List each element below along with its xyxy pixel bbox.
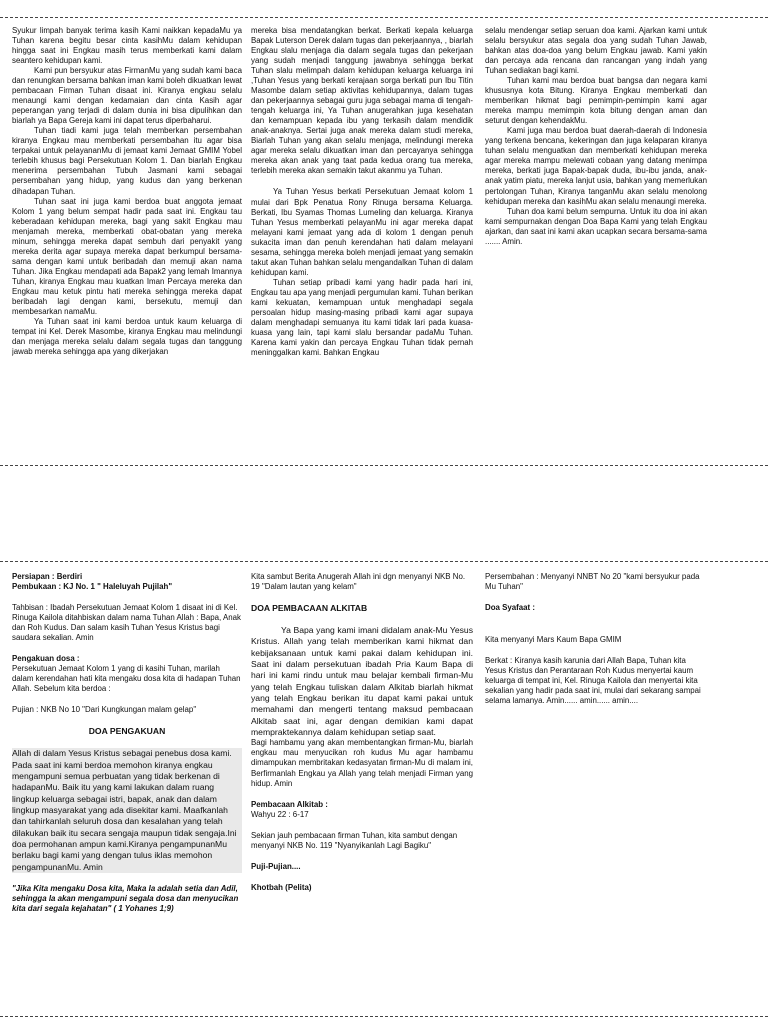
pujian-line: Pujian : NKB No 10 "Dari Kungkungan malam gelap" [12,705,197,715]
paragraph: Tuhan saat ini juga kami berdoa buat anggota jemaat Kolom 1 yang belum sempat hadir pada saat ini. Engkau tau keberadaan kehidupan mereka, bagi yang sakit Engkau mau menjamah mereka, memberkati obat-obatan yang mereka minum, sehingga mereka dapat sembuh dari penyakit yang mereka derita agar supaya mereka dapat berkumpul bersama-sama dengan kami untuk beribadah dan memuji akan nama Tuhan. Jika Engkau mendapati ada Bapak2 yang lemah Imannya Tuhan, kiranya Engkau mau kuatkan Iman Percaya mereka dan Engkau mau ketuk pintu hati mereka sehingga mereka dapat beribadah lagi dengan kami, bersekutu, memuji dan membesarkan namaMu. [12,196,242,316]
sekian-line: Sekian jauh pembacaan firman Tuhan, kita sambut dengan menyanyi NKB No. 119 "Nyanyikanlah Lagi Bagiku" [251,830,458,850]
paragraph: Syukur limpah banyak terima kasih Kami naikkan kepadaMu ya Tuhan karena begitu besar cinta kasihMu dalam kehidupan hingga saat ini Engkau masih terus memberkati kami dalam seantero kehidupan kami. [12,26,242,66]
paragraph: Tuhan doa kami belum sempurna. Untuk itu doa ini akan kami sempurnakan dengan Doa Bapa Kami yang telah Engkau ajarkan, dan saat ini kami akan ucapkan secara bersama-sama ....... Amin. [485,206,707,246]
doa-pembacaan-heading: DOA PEMBACAAN ALKITAB [251,603,368,614]
bottom-column-2 [251,572,473,1008]
bottom-column-3 [485,572,707,1008]
bottom-column-1 [12,572,242,1008]
mars-line: Kita menyanyi Mars Kaum Bapa GMIM [485,635,622,645]
paragraph: Kami pun bersyukur atas FirmanMu yang sudah kami baca dan renungkan bersama bahkan iman kami boleh dikuatkan lewat pembacaan Firman Tuhan disaat ini. Kiranya engkau selalu menaungi kami dengan kedamaian dan cinta Kasih agar peperangan yang terjadi di dalam dunia ini bisa dipulihkan dan biarlah ya Bapa Gereja kami ini dapat terus diperbaharui. [12,66,242,126]
intro-line: Kita sambut Berita Anugerah Allah ini dgn menyanyi NKB No. 19 "Dalam lautan yang kelam" [251,572,466,592]
tahbisan-text: Tahbisan : Ibadah Persekutuan Jemaat Kolom 1 disaat ini di Kel. Rinuga Kailola ditahbiskan dalam nama Tuhan Allah : Bapa, Anak dan Roh Kudus. Dan salam kasih Tuhan Yesus Kristus bagi saudara sekalian. Amin [12,603,241,643]
cut-line-lower [0,561,768,562]
top-column-3 [485,26,707,458]
paragraph: selalu mendengar setiap seruan doa kami. Ajarkan kami untuk selalu bersyukur atas segala doa yang sudah Tuhan Jawab, bahkan atas doa-doa yang belum Engkau jawab. Kami yakin dan percaya ada rencana dan rancangan yang indah yang Tuhan sediakan bagi kami. [485,26,707,76]
doa-pengakuan-text: Allah di dalam Yesus Kristus sebagai penebus dosa kami. Pada saat ini kami berdoa memohon kiranya engkau mengampuni semua perbuatan yang tidak berkenan di hadapanMu. Baik itu yang kami lakukan dalam ruang lingkup keluarga sebagai istri, bapak, anak dan dalam lingkup masyarakat yang ada disekitar kami. Maafkanlah dan tahirkanlah seluruh dosa dan kesalahan yang telah dilakukan baik itu secara sengaja maupun tidak sengaja.Ini doa permohanan ampun kami.Kiranya pengampunanMu berlaku bagi kami yang dengan tulus iklas memohon pengampunanMu. Amin [12,748,242,873]
cut-line-middle [0,465,768,466]
paragraph: Ya Tuhan saat ini kami berdoa untuk kaum keluarga di tempat ini Kel. Derek Masombe, kiranya Engkau mau melindungi dan menjaga mereka selalu dalam segala tugas dan tanggung jawab mereka sehingga apa yang dikerjakan [12,316,242,356]
doa-pembacaan-text-cont: Bagi hambamu yang akan membentangkan firman-Mu, biarlah engkau mau menyucikan roh kudus Mu agar hambamu dimampukan membritakan kedasyatan firman-Mu di malam ini, Berfirmanlah Engkau ya Allah yang telah menjadi Firman yang hidup. Amin [251,738,473,788]
pengakuan-label: Pengakuan dosa : [12,654,80,664]
persiapan-line: Persiapan : Berdiri [12,572,83,581]
doa-pengakuan-heading: DOA PENGAKUAN [88,726,166,737]
pembukaan-line: Pembukaan : KJ No. 1 " Haleluyah Pujilah" [12,582,173,592]
khotbah-line: Khotbah (Pelita) [251,882,312,892]
puji-pujian-line: Puji-Pujian.... [251,861,301,871]
top-column-1 [12,26,242,458]
pengakuan-text: Persekutuan Jemaat Kolom 1 yang di kasihi Tuhan, marilah dalam kerendahan hati kita mengaku dosa kita di hadapan Tuhan Allah. Sebelum kita berdoa : [12,664,241,694]
paragraph: Tuhan tiadi kami juga telah memberkan persembahan kiranya Engkau mau memberkati persembahan itu agar bisa terpakai untuk pelayananMu di jemaat kami Jemaat GMIM Yobel terlebih khusus bagi Persekutuan Kolom 1. Dan biarlah Engkau menerima persembahan Tubuh Jasmani kami sebagai persembahan yang hidup, yang kudus dan yang berkenan dihadapan Tuhan. [12,126,242,196]
paragraph: Ya Tuhan Yesus berkati Persekutuan Jemaat kolom 1 mulai dari Bpk Penatua Rony Rinuga bersama Keluarga. Berkati, Ibu Syamas Thomas Lumeling dan keluarga. Kiranya Tuhan Yesus memberkati pelayanMu ini agar mereka dapat melayani kami jemaat yang ada di kolom 1 dengan penuh sukacita iman dan penuh kerendahan hati dalam melayani sesama, sehingga mereka boleh menjadi jemaat yang semakin takut akan Tuhan bahkan selalu mengandalkan Tuhan di dalam kehidupan kami. [251,187,473,277]
pembacaan-label: Pembacaan Alkitab : [251,799,328,809]
paragraph: mereka bisa mendatangkan berkat. Berkati kepala keluarga Bapak Luterson Derek dalam tugas dan pekerjaannya, , biarlah Engkau slalu menjaga dia dalam segala tugas dan pekerjaan yang sudah menjadi tanggung jawabnya sehingga berkat Tuhan slalu melimpah dalam kehidupan keluarga keluarga ini ,Tuhan Yesus yang berkati kerajaan sorga berkati pun Ibu Titin Masombe dalam setiap aktivitas kehidupannya, dalam tugas dan pekerjaannya sebagai guru juga sebagai mama di tengah-tengah keluarga ini, Ya Tuhan anugerahkan juga kesehatan dan kemampuan kepada ibu yang terkasih dalam mendidik anak-anaknya. Sertai juga anak mereka dalam studi mereka, Biarlah Tuhan yang akan selalu menjaga, melindungi mereka agar mereka selalu dikuatkan iman dan percayanya sehingga mereka akan anak yang taat pada kedua orang tua mereka, terlebih mereka akan semakin takut akanmu ya Tuhan. [251,26,473,176]
scripture-quote: "Jika Kita mengaku Dosa kita, Maka Ia adalah setia dan Adil, sehingga Ia akan mengampuni segala dosa dan menyucikan kita dari segala kejahatan" ( 1 Yohanes 1;9) [12,884,239,914]
paragraph: Tuhan kami mau berdoa buat bangsa dan negara kami khususnya kota Bitung. Kiranya Engkau memberkati dan memberikan hikmat bagi pemimpin-pemimpin kami agar mereka mampu memimpin kota bitung dengan aman dan seturut dengan kehendakMu. [485,76,707,126]
doa-syafaat-label: Doa Syafaat : [485,603,535,613]
berkat-text: Berkat : Kiranya kasih karunia dari Allah Bapa, Tuhan kita Yesus Kristus dan Perantaraan Roh Kudus menyertai kaum keluarga di tempat ini, Kel. Rinuga Kailola dan menyertai kita sekalian yang hadir pada saat ini, mulai dari sekarang sampai selama lamanya. Amin...... amin...... amin.... [485,656,701,706]
cut-line-top [0,17,768,18]
paragraph: Tuhan setiap pribadi kami yang hadir pada hari ini, Engkau tau apa yang menjadi pergumulan kami. Tuhan berikan kami kekuatan, kemampuan untuk menghadapi segala persoalan hidup masing-masing pribadi kami agar supaya dalam menghadapi semuanya itu kami tidak lari pada kuasa-kuasa yang lain, tapi kami slalu bersandar padaMu Tuhan. Karena kami yakin dan percaya Engkau Tuhan tidak pernah meninggalkan kami. Bahkan Engkau [251,277,473,357]
doa-pembacaan-text: Ya Bapa yang kami imani didalam anak-Mu Yesus Kristus. Allah yang telah memberikan kami hikmat dan kebijaksanaan untuk kami pakai dalam kehidupan ini. Saat ini dalam persekutuan ibadah Pria Kaum Bapa di hari ini kami rindu untuk mau belajar kembali firman-Mu yang telah Engkau tuliskan dalam Alkitab biarlah hikmat yang telah Engkau berikan itu dapat kami pakai untuk memahami dan mengerti tentang maksud pembacaan Alkitab saat ini, agar dengan demikian kami dapat mempraktekannya dalam kehidupan setiap saat. [251,624,473,738]
pembacaan-reference: Wahyu 22 : 6-17 [251,809,309,819]
cut-line-bottom [0,1016,768,1017]
top-column-2 [251,26,473,458]
paragraph: Kami juga mau berdoa buat daerah-daerah di Indonesia yang terkena bencana, kekeringan dan juga kelaparan kiranya tuhan selalu menguatkan dan memberkati kehidupan mereka agar mereka mampu melewati cobaan yang datang menimpa mereka, berkati juga Bapak-bapak duda, ibu-ibu janda, anak-anak yatim piatu, mereka lanjut usia, bahkan yang memerlukan pertolongan Tuhan, Kiranya tanganMu akan selalu menolong kehidupan mereka dan kasihMu akan selalu menaungi mereka. [485,126,707,206]
persembahan-line: Persembahan : Menyanyi NNBT No 20 "kami bersyukur pada Mu Tuhan" [485,572,700,592]
